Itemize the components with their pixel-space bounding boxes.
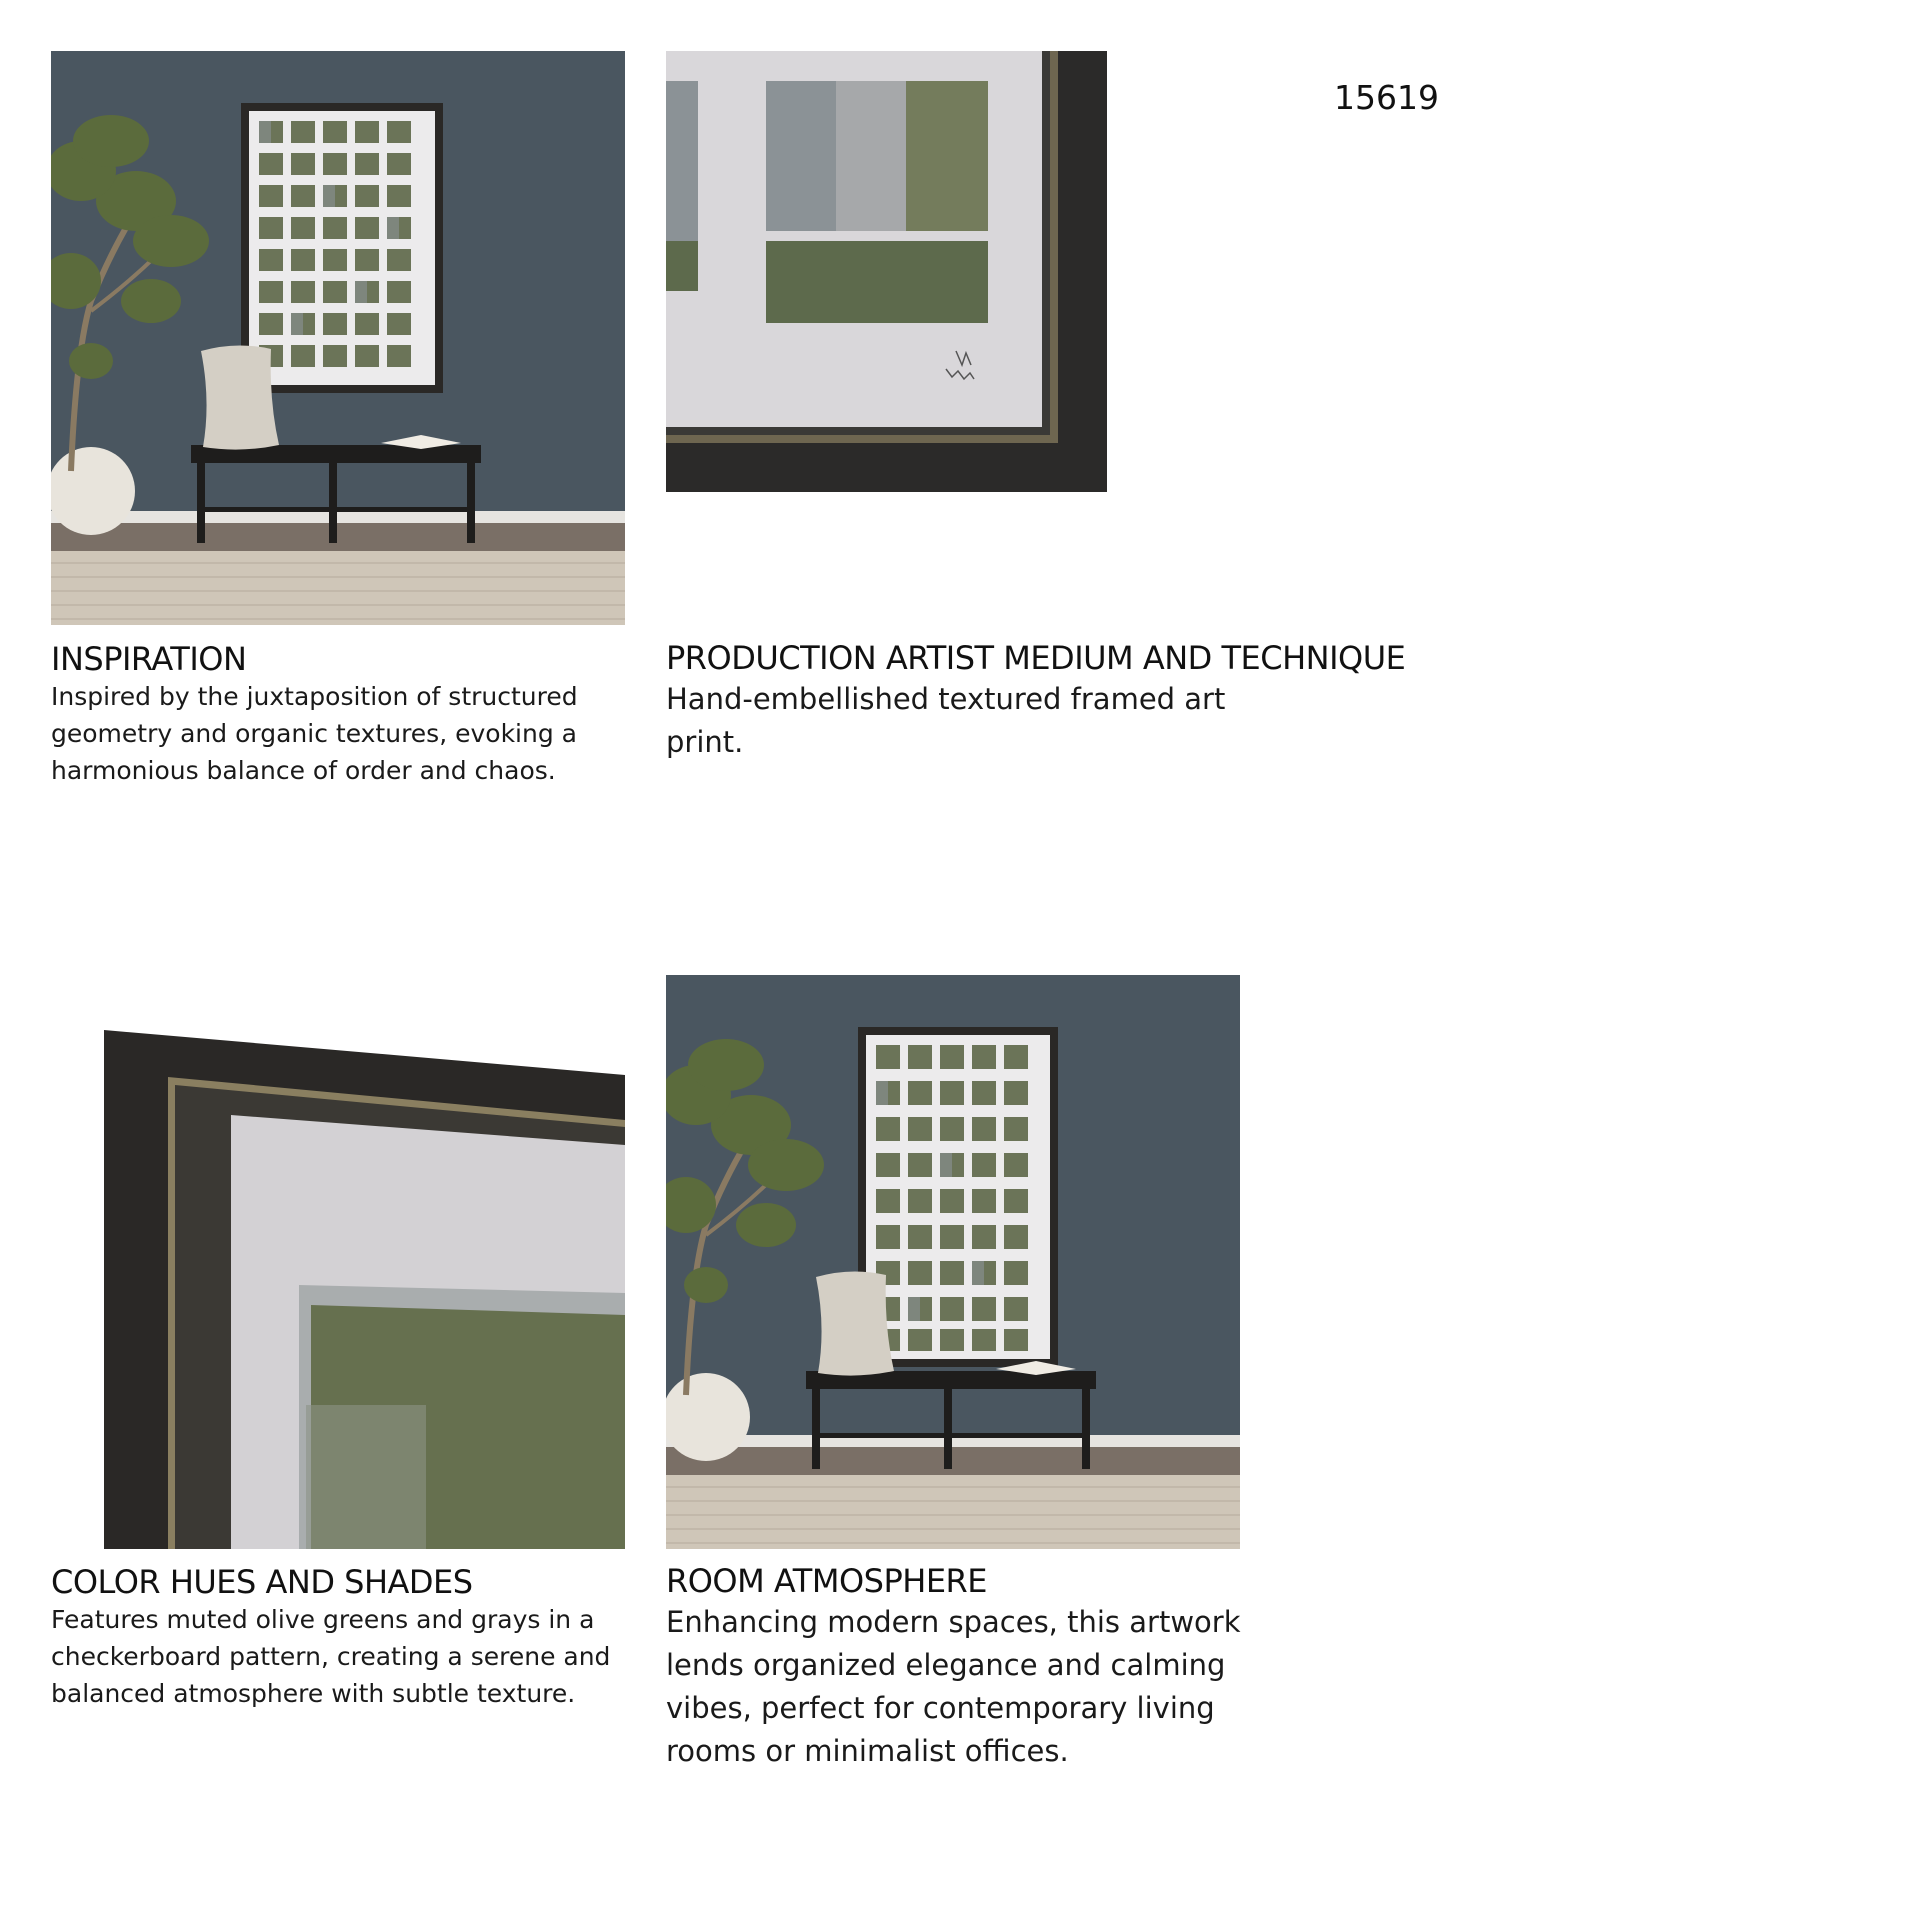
inspiration-room-photo bbox=[51, 51, 625, 625]
room-atmosphere-body: Enhancing modern spaces, this artwork lends organized elegance and calming vibes, perfect for contemporary living rooms or minimalist offices. bbox=[666, 1605, 1241, 1768]
room-atmosphere-title: ROOM ATMOSPHERE bbox=[666, 1562, 987, 1600]
production-title: PRODUCTION ARTIST MEDIUM AND TECHNIQUE bbox=[666, 639, 1406, 677]
inspiration-body: Inspired by the juxtaposition of structured geometry and organic textures, evoking a harmonious balance of order and chaos. bbox=[51, 682, 578, 785]
inspiration-title: INSPIRATION bbox=[51, 640, 247, 678]
production-body: Hand-embellished textured framed art print. bbox=[666, 682, 1226, 759]
room-atmosphere-photo bbox=[666, 975, 1240, 1549]
production-closeup-photo bbox=[666, 51, 1107, 492]
product-id: 15619 bbox=[1334, 78, 1439, 117]
color-frame-corner-photo bbox=[51, 975, 625, 1549]
color-title: COLOR HUES AND SHADES bbox=[51, 1563, 473, 1601]
color-body: Features muted olive greens and grays in a checkerboard pattern, creating a serene and balanced atmosphere with subtle texture. bbox=[51, 1605, 611, 1708]
